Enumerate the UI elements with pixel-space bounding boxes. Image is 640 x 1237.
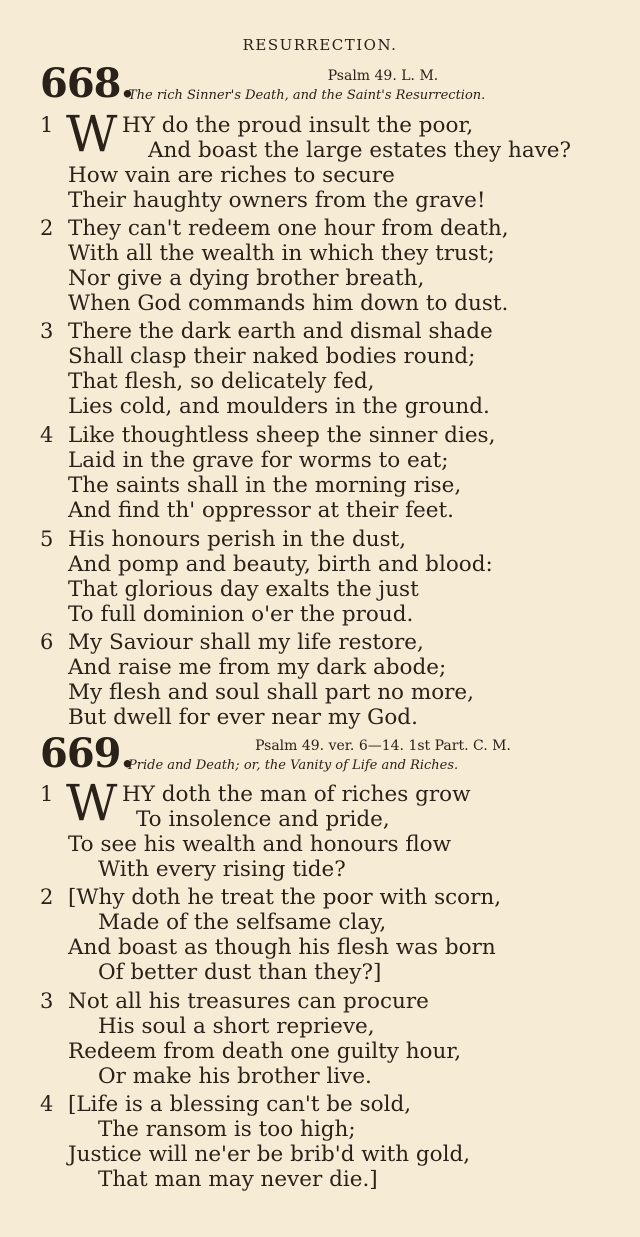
stanza-number: 3	[40, 989, 54, 1013]
verse-line: Nor give a dying brother breath,	[68, 266, 425, 291]
verse-line: Like thoughtless sheep the sinner dies,	[68, 423, 496, 448]
stanza-number: 4	[40, 1092, 54, 1116]
verse-line: When God commands him down to dust.	[68, 291, 509, 316]
hymn-number: 669.	[40, 730, 134, 777]
hymn-header-669	[40, 730, 610, 778]
verse-line: How vain are riches to secure	[68, 163, 395, 188]
stanza-number: 2	[40, 885, 54, 909]
verse-line: HY do the proud insult the poor,	[122, 113, 474, 138]
verse-line: My Saviour shall my life restore,	[68, 630, 424, 655]
stanza-number: 1	[40, 782, 54, 806]
verse-line: Of better dust than they?]	[98, 960, 382, 985]
verse-line: And raise me from my dark abode;	[68, 655, 447, 680]
verse-line: Laid in the grave for worms to eat;	[68, 448, 449, 473]
verse-line: The saints shall in the morning rise,	[68, 473, 462, 498]
hymn-title: Pride and Death; or, the Vanity of Life and Riches.	[128, 758, 459, 773]
verse-line: The ransom is too high;	[98, 1117, 356, 1142]
verse-line: HY doth the man of riches grow	[122, 782, 471, 807]
verse-line: That glorious day exalts the just	[68, 577, 419, 602]
verse-line: That flesh, so delicately fed,	[68, 369, 375, 394]
stanza-number: 6	[40, 630, 54, 654]
drop-cap: W	[66, 774, 118, 832]
verse-line: But dwell for ever near my God.	[68, 705, 418, 730]
verse-line: With every rising tide?	[98, 857, 346, 882]
verse-line: Not all his treasures can procure	[68, 989, 429, 1014]
verse-line: To full dominion o'er the proud.	[68, 602, 414, 627]
drop-cap: W	[66, 105, 118, 163]
verse-line: Their haughty owners from the grave!	[68, 188, 486, 213]
verse-line: His honours perish in the dust,	[68, 527, 407, 552]
verse-line: Justice will ne'er be brib'd with gold,	[68, 1142, 471, 1167]
verse-line: That man may never die.]	[98, 1167, 378, 1192]
stanza-number: 1	[40, 113, 54, 137]
stanza-number: 3	[40, 319, 54, 343]
hymn-header-668	[40, 60, 610, 108]
stanza-number: 2	[40, 216, 54, 240]
verse-line: To insolence and pride,	[136, 807, 390, 832]
verse-line: Lies cold, and moulders in the ground.	[68, 394, 490, 419]
verse-line: And find th' oppressor at their feet.	[68, 498, 454, 523]
stanza-number: 4	[40, 423, 54, 447]
verse-line: [Why doth he treat the poor with scorn,	[68, 885, 502, 910]
psalm-reference: Psalm 49. L. M.	[327, 68, 439, 84]
verse-line: Redeem from death one guilty hour,	[68, 1039, 462, 1064]
stanza-number: 5	[40, 527, 54, 551]
verse-line: Or make his brother live.	[98, 1064, 372, 1089]
verse-line: To see his wealth and honours flow	[68, 832, 452, 857]
verse-line: They can't redeem one hour from death,	[68, 216, 509, 241]
verse-line: Made of the selfsame clay,	[98, 910, 387, 935]
verse-line: And pomp and beauty, birth and blood:	[68, 552, 493, 577]
verse-line: And boast as though his flesh was born	[68, 935, 496, 960]
verse-line: And boast the large estates they have?	[148, 138, 572, 163]
verse-line: His soul a short reprieve,	[98, 1014, 375, 1039]
psalm-reference: Psalm 49. ver. 6—14. 1st Part. C. M.	[255, 738, 511, 754]
hymn-title: The rich Sinner's Death, and the Saint's Resurrection.	[128, 88, 486, 103]
verse-line: There the dark earth and dismal shade	[68, 319, 493, 344]
hymn-number: 668.	[40, 60, 134, 107]
verse-line: [Life is a blessing can't be sold,	[68, 1092, 412, 1117]
verse-line: My flesh and soul shall part no more,	[68, 680, 474, 705]
verse-line: With all the wealth in which they trust;	[68, 241, 495, 266]
verse-line: Shall clasp their naked bodies round;	[68, 344, 476, 369]
running-head: RESURRECTION.	[242, 36, 398, 54]
